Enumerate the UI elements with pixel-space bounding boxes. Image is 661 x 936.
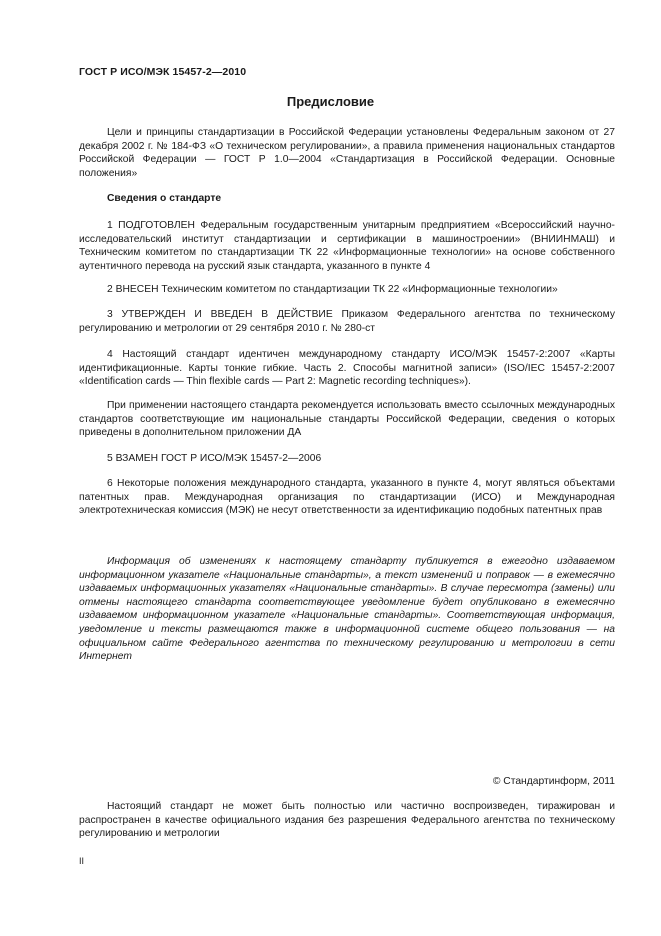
item-6: 6 Некоторые положения международного стандарта, указанного в пункте 4, могут являться объектами патентных прав. Международная организация по стандартизации (ИСО) и Международная электротехническая комиссия (МЭК) не несут ответственности за идентификацию подобных патентных прав [79,478,615,517]
page-title: Предисловие [286,94,375,109]
copyright: © Стандартинформ, 2011 [492,776,615,787]
intro-paragraph: Цели и принципы стандартизации в Российской Федерации установлены Федеральным законом от 27 декабря 2002 г. № 184-ФЗ «О техническом регулировании», а правила применения национальных стандартов Российской Федерации — ГОСТ Р 1.0—2004 «Стандартизация в Российской Федерации. Основные положения» [79,127,615,179]
document-header: ГОСТ Р ИСО/МЭК 15457-2—2010 [79,66,247,78]
page-number: II [79,856,85,866]
item-5: 5 ВЗАМЕН ГОСТ Р ИСО/МЭК 15457-2—2006 [107,453,322,464]
item-4: 4 Настоящий стандарт идентичен международному стандарту ИСО/МЭК 15457-2:2007 «Карты идентификационные. Карты тонкие гибкие. Часть 2. Способы магнитной записи» (ISO/IEC 15457-2:2007 «Identification cards — Thin flexible cards — Part 2: Magnetic recording techniques»). [79,349,615,388]
section-heading: Сведения о стандарте [107,193,222,204]
item-4-note: При применении настоящего стандарта рекомендуется использовать вместо ссылочных международных стандартов соответствующие им национальные стандарты Российской Федерации, сведения о которых приведены в дополнительном приложении ДА [79,400,615,439]
item-2: 2 ВНЕСЕН Техническим комитетом по стандартизации ТК 22 «Информационные технологии» [107,284,558,295]
item-3: 3 УТВЕРЖДЕН И ВВЕДЕН В ДЕЙСТВИЕ Приказом Федерального агентства по техническому регулированию и метрологии от 29 сентября 2010 г. № 280-ст [79,309,615,334]
reproduction-notice: Настоящий стандарт не может быть полностью или частично воспроизведен, тиражирован и распространен в качестве официального издания без разрешения Федерального агентства по техническому регулированию и метрологии [79,801,615,840]
info-notice: Информация об изменениях к настоящему стандарту публикуется в ежегодно издаваемом информационном указателе «Национальные стандарты», а текст изменений и поправок — в ежемесячно издаваемых информационных указателях «Национальные стандарты». В случае пересмотра (замены) или отмены настоящего стандарта соответствующее уведомление будет опубликовано в ежемесячно издаваемом информационном указателе «Национальные стандарты». Соответствующая информация, уведомление и тексты размещаются также в информационной системе общего пользования — на официальном сайте Федерального агентства по техническому регулированию и метрологии в сети Интернет [79,556,615,663]
item-1: 1 ПОДГОТОВЛЕН Федеральным государственным унитарным предприятием «Всероссийский научно-исследовательский институт стандартизации и сертификации в машиностроении» (ВНИИНМАШ) и Техническим комитетом по стандартизации ТК 22 «Информационные технологии» на основе собственного аутентичного перевода на русский язык стандарта, указанного в пункте 4 [79,220,615,272]
